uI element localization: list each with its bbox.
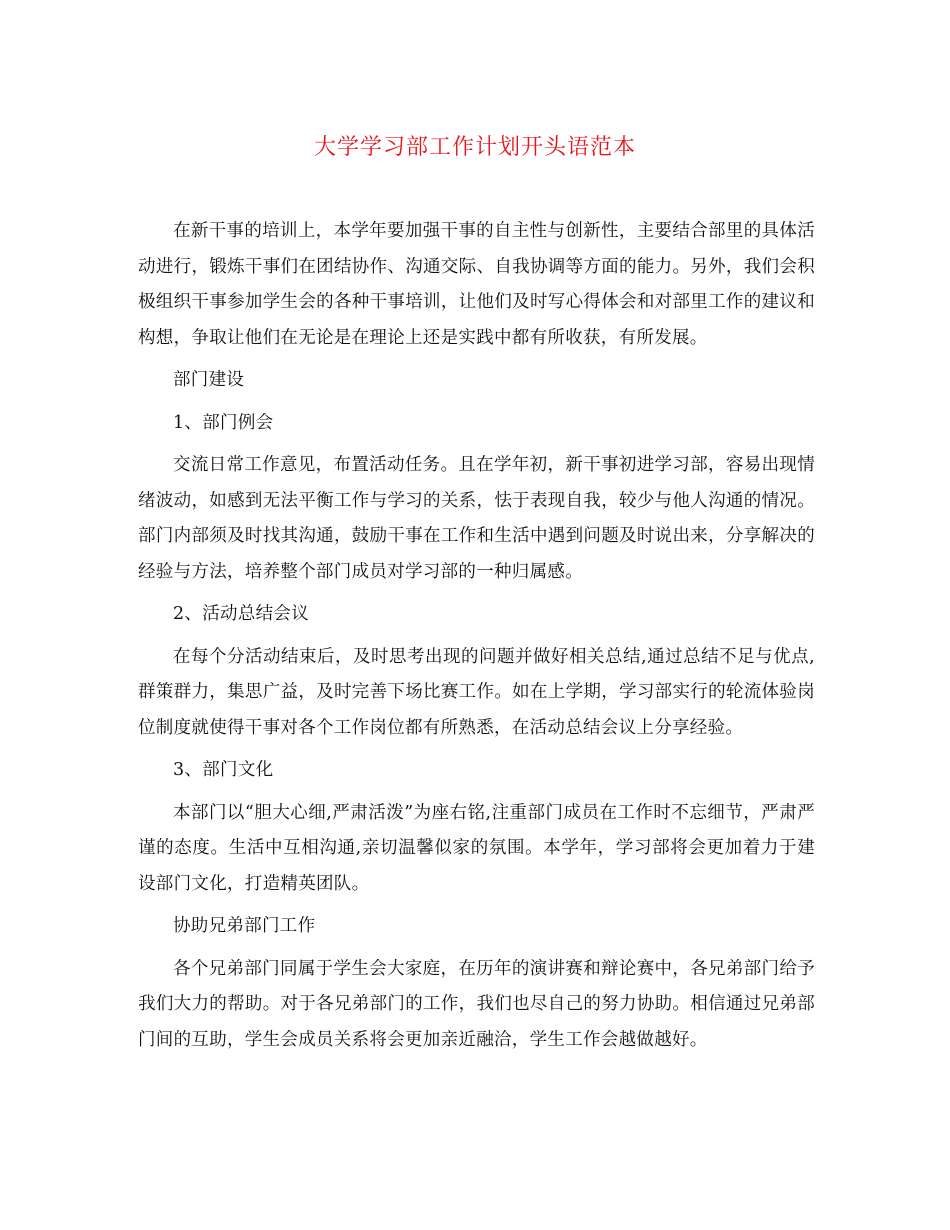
paragraph-department-culture: 本部门以“胆大心细,严肃活泼”为座右铭,注重部门成员在工作时不忘细节，严肃严谨的态度。生活中互相沟通,亲切温馨似家的氛围。本学年，学习部将会更加着力于建设部门文化，打造精英团队。 — [138, 802, 815, 894]
paragraph-assist-departments: 各个兄弟部门同属于学生会大家庭，在历年的演讲赛和辩论赛中，各兄弟部门给予我们大力的帮助。对于各兄弟部门的工作，我们也尽自己的努力协助。相信通过兄弟部门间的互助，学生会成员关系将会更加亲近融洽，学生工作会越做越好。 — [138, 958, 815, 1050]
heading-assist-departments: 协助兄弟部门工作 — [173, 916, 316, 936]
subheading-department-culture: 3、部门文化 — [173, 760, 274, 780]
subheading-summary-meeting: 2、活动总结会议 — [173, 604, 310, 624]
paragraph-intro: 在新干事的培训上，本学年要加强干事的自主性与创新性，主要结合部里的具体活动进行，锻炼干事们在团结协作、沟通交际、自我协调等方面的能力。另外，我们会积极组织干事参加学生会的各种干事培训，让他们及时写心得体会和对部里工作的建议和构想，争取让他们在无论是在理论上还是实践中都有所收获，有所发展。 — [138, 221, 815, 348]
heading-department-building: 部门建设 — [173, 370, 245, 390]
paragraph-department-meeting: 交流日常工作意见，布置活动任务。且在学年初，新干事初进学习部，容易出现情绪波动，如感到无法平衡工作与学习的关系，怯于表现自我，较少与他人沟通的情况。部门内部须及时找其沟通，鼓励干事在工作和生活中遇到问题及时说出来，分享解决的经验与方法，培养整个部门成员对学习部的一种归属感。 — [138, 455, 815, 582]
document-title: 大学学习部工作计划开头语范本 — [313, 135, 636, 160]
subheading-department-meeting: 1、部门例会 — [173, 412, 274, 433]
document-body — [138, 214, 815, 1065]
paragraph-summary-meeting: 在每个分活动结束后，及时思考出现的问题并做好相关总结,通过总结不足与优点,群策群力，集思广益，及时完善下场比赛工作。如在上学期，学习部实行的轮流体验岗位制度就使得干事对各个工作岗位都有所熟悉，在活动总结会议上分享经验。 — [138, 646, 815, 738]
